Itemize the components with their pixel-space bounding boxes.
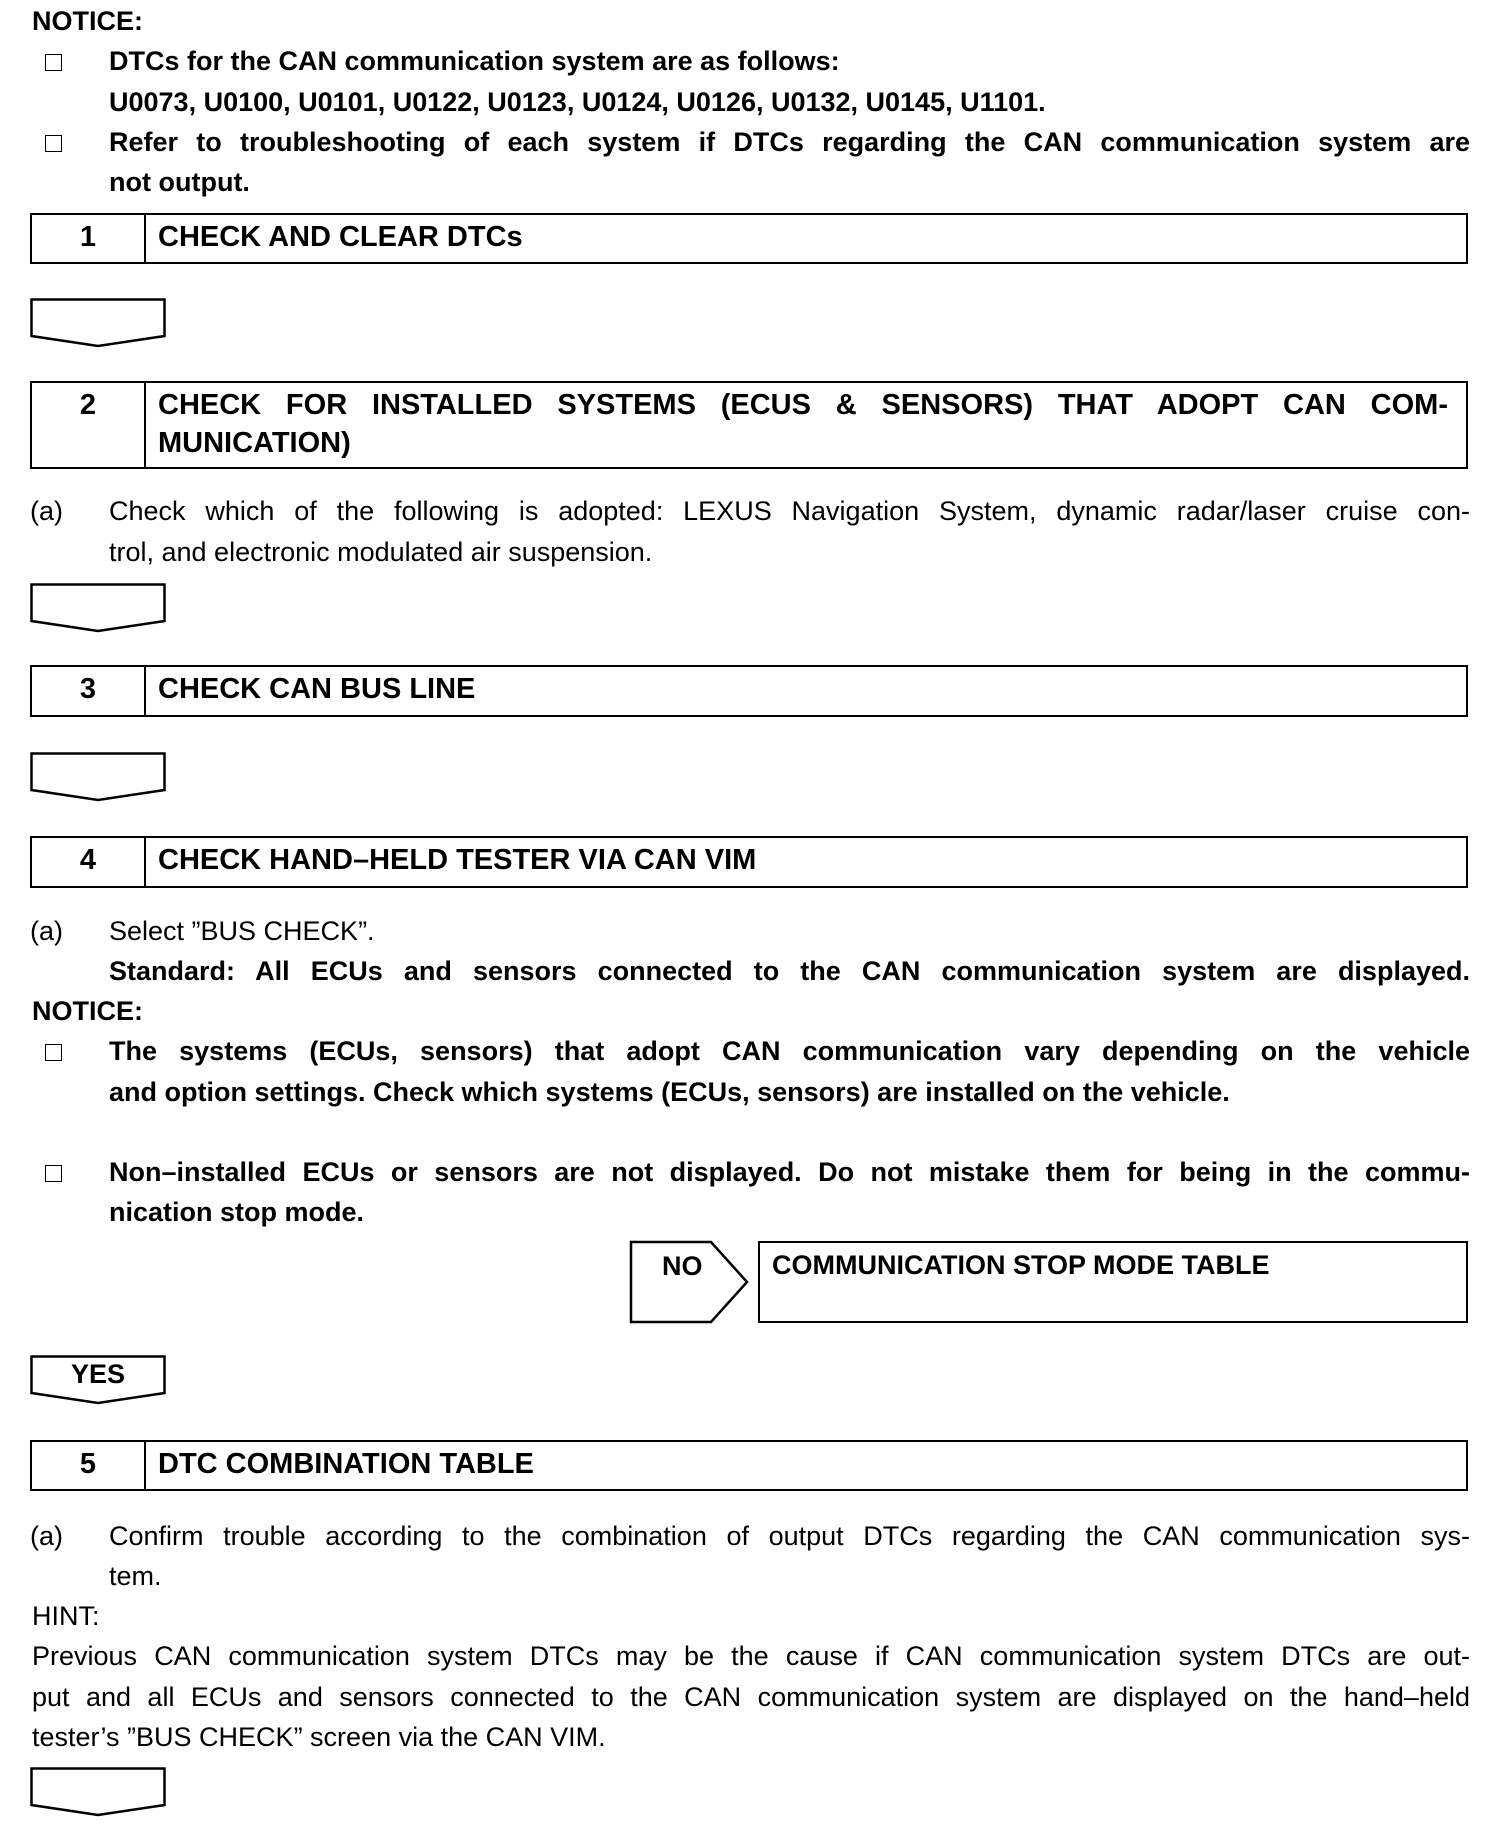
- hint-text: Previous CAN communication system DTCs may be the cause if CAN communication system DTCs are out-: [32, 1641, 1470, 1671]
- link-text: COMMUNICATION STOP MODE TABLE: [772, 1250, 1270, 1280]
- notice-text: DTCs for the CAN communication system are as follows:: [109, 46, 840, 76]
- flow-arrow-icon: [30, 752, 166, 802]
- item-text: Select ”BUS CHECK”.: [109, 916, 375, 946]
- step-2-box: [30, 381, 1468, 469]
- step-title-line: MUNICATION): [158, 427, 351, 459]
- hint-text: tester’s ”BUS CHECK” screen via the CAN VIM.: [32, 1722, 606, 1752]
- item-text: tem.: [109, 1561, 162, 1591]
- item-marker: (a): [30, 916, 63, 946]
- notice-text: The systems (ECUs, sensors) that adopt CAN communication vary depending on the vehicle: [109, 1036, 1470, 1066]
- notice-text: Non–installed ECUs or sensors are not displayed. Do not mistake them for being in the commu-: [109, 1157, 1470, 1187]
- no-label: NO: [662, 1251, 703, 1281]
- checkbox-bullet-icon: [45, 1044, 62, 1061]
- notice-text: Refer to troubleshooting of each system if DTCs regarding the CAN communication system are: [109, 127, 1470, 157]
- step-title: CHECK AND CLEAR DTCs: [158, 221, 523, 253]
- step-title-line: CHECK FOR INSTALLED SYSTEMS (ECUS & SENSORS) THAT ADOPT CAN COM-: [158, 389, 1448, 421]
- yes-label: YES: [70, 1359, 126, 1389]
- step-3-box: [30, 665, 1468, 717]
- item-text: Check which of the following is adopted: LEXUS Navigation System, dynamic radar/laser cruise con-: [109, 496, 1470, 526]
- step-number: 2: [32, 383, 146, 467]
- item-marker: (a): [30, 1521, 63, 1551]
- step-5-box: [30, 1440, 1468, 1491]
- item-marker: (a): [30, 496, 63, 526]
- notice-text: nication stop mode.: [109, 1197, 365, 1227]
- step-title: CHECK HAND–HELD TESTER VIA CAN VIM: [158, 844, 757, 876]
- notice-text: not output.: [109, 167, 250, 197]
- hint-label: HINT:: [32, 1601, 100, 1631]
- notice-text: U0073, U0100, U0101, U0122, U0123, U0124, U0126, U0132, U0145, U1101.: [109, 87, 1046, 117]
- notice-label: NOTICE:: [32, 996, 143, 1026]
- item-text: Confirm trouble according to the combination of output DTCs regarding the CAN communication sys-: [109, 1521, 1470, 1551]
- flow-arrow-icon: [30, 1767, 166, 1817]
- step-number: 3: [32, 667, 146, 715]
- step-4-box: [30, 836, 1468, 888]
- flow-arrow-icon: [30, 298, 166, 348]
- notice-text: and option settings. Check which systems (ECUs, sensors) are installed on the vehicle.: [109, 1077, 1230, 1107]
- communication-stop-mode-table-link[interactable]: [758, 1241, 1468, 1323]
- step-title: CHECK CAN BUS LINE: [158, 673, 476, 705]
- standard-text: Standard: All ECUs and sensors connected to the CAN communication system are displayed.: [109, 956, 1470, 986]
- step-title: DTC COMBINATION TABLE: [158, 1448, 534, 1480]
- step-1-box: [30, 213, 1468, 264]
- checkbox-bullet-icon: [45, 1165, 62, 1182]
- checkbox-bullet-icon: [45, 54, 62, 71]
- step-number: 4: [32, 838, 146, 886]
- step-title: [158, 383, 1456, 462]
- hint-text: put and all ECUs and sensors connected to the CAN communication system are displayed on the hand–held: [32, 1682, 1470, 1712]
- step-number: 1: [32, 215, 146, 262]
- flow-arrow-icon: [30, 583, 166, 633]
- yes-arrow: [30, 1355, 166, 1405]
- step-number: 5: [32, 1442, 146, 1489]
- item-text: trol, and electronic modulated air suspension.: [109, 537, 653, 567]
- checkbox-bullet-icon: [45, 135, 62, 152]
- notice-label: NOTICE:: [32, 6, 143, 36]
